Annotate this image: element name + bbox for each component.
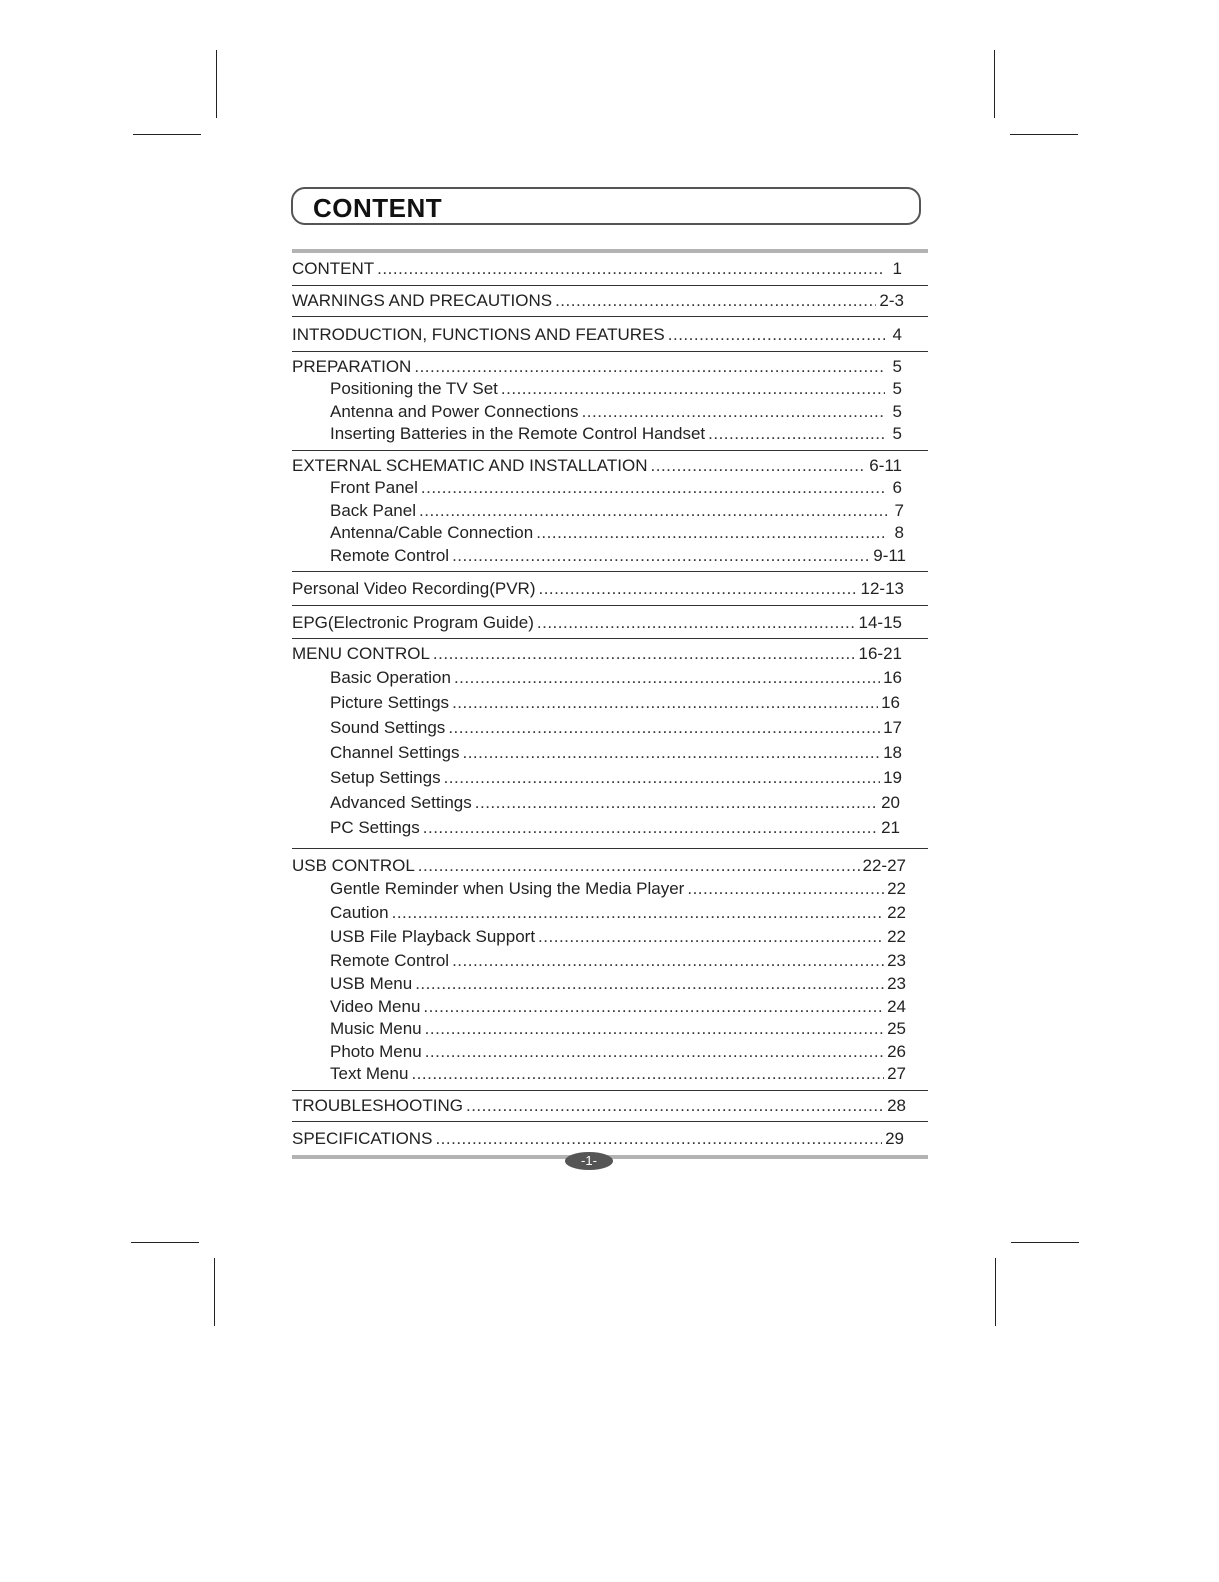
toc-entry-page: 5 [892, 424, 902, 443]
toc-entry-page: 29 [885, 1129, 904, 1148]
toc-entry-label: Antenna and Power Connections [330, 401, 579, 421]
toc-entry-page: 23 [887, 974, 906, 993]
toc-section [292, 1122, 928, 1155]
dot-leader [444, 765, 881, 790]
dot-leader [537, 612, 856, 635]
toc-subentry[interactable] [292, 765, 928, 790]
toc-subentry[interactable] [292, 925, 928, 949]
toc-section [292, 1091, 928, 1122]
crop-mark [133, 134, 201, 135]
dot-leader [435, 1128, 882, 1151]
dot-leader [452, 690, 878, 715]
toc-entry-label: Remote Control [330, 545, 450, 565]
dot-leader [668, 324, 885, 347]
toc-entry-label: EXTERNAL SCHEMATIC AND INSTALLATION [292, 455, 648, 475]
crop-mark [994, 50, 995, 118]
toc-subentry[interactable] [292, 1063, 928, 1086]
toc-entry-page: 7 [894, 500, 904, 520]
toc-entry-page: 28 [887, 1095, 906, 1115]
dot-leader [687, 877, 884, 901]
toc-entry-label: Channel Settings [330, 742, 460, 762]
toc-entry-page: 6 [892, 478, 902, 497]
dot-leader [392, 901, 884, 925]
dot-leader [448, 715, 880, 740]
toc-entry-label: Setup Settings [330, 767, 441, 787]
toc-entry[interactable] [292, 643, 928, 666]
toc-entry-page: 6-11 [869, 455, 902, 475]
toc-entry-page: 22 [887, 927, 906, 946]
table-of-contents [292, 249, 928, 1159]
toc-entry-label: PREPARATION [292, 356, 412, 376]
toc-entry[interactable] [292, 1128, 928, 1151]
toc-entry-page: 12-13 [860, 579, 904, 598]
toc-entry-label: Caution [330, 903, 389, 922]
page-title: CONTENT [313, 193, 443, 223]
toc-entry-label: Video Menu [330, 996, 421, 1016]
toc-entry[interactable] [292, 855, 928, 878]
dot-leader [423, 815, 878, 840]
toc-entry-label: SPECIFICATIONS [292, 1129, 433, 1148]
toc-subentry[interactable] [292, 715, 928, 740]
toc-entry-page: 16 [881, 692, 900, 712]
toc-entry-page: 2-3 [879, 290, 904, 310]
toc-entry-page: 4 [892, 325, 902, 344]
dot-leader [555, 290, 876, 313]
dot-leader [501, 378, 885, 401]
toc-section [292, 352, 928, 450]
toc-entry-label: PC Settings [330, 817, 420, 837]
toc-entry-page: 19 [883, 767, 902, 787]
toc-entry[interactable] [292, 612, 928, 635]
crop-mark [216, 50, 217, 118]
toc-section [292, 451, 928, 572]
crop-mark [1011, 1242, 1079, 1243]
toc-entry-page: 22 [887, 879, 906, 898]
toc-entry-label: MENU CONTROL [292, 644, 430, 663]
toc-entry-label: EPG(Electronic Program Guide) [292, 612, 534, 632]
dot-leader [414, 356, 885, 379]
toc-section [292, 606, 928, 639]
toc-entry-page: 26 [887, 1041, 906, 1061]
toc-subentry[interactable] [292, 423, 928, 446]
toc-entry-page: 27 [887, 1064, 906, 1083]
toc-entry-page: 1 [892, 259, 902, 278]
toc-entry-label: Positioning the TV Set [330, 379, 498, 398]
toc-entry-label: Basic Operation [330, 667, 451, 687]
toc-subentry[interactable] [292, 996, 928, 1019]
dot-leader [536, 522, 887, 545]
page-number: -1- [565, 1152, 613, 1170]
crop-mark [131, 1242, 199, 1243]
toc-entry-page: 22-27 [862, 855, 906, 875]
dot-leader [452, 545, 870, 568]
toc-entry-label: USB Menu [330, 974, 413, 993]
toc-section [292, 572, 928, 605]
dot-leader [415, 973, 884, 996]
toc-entry-page: 20 [881, 792, 900, 812]
crop-mark [214, 1258, 215, 1326]
toc-entry-label: CONTENT [292, 259, 375, 278]
dot-leader [651, 455, 867, 478]
toc-subentry[interactable] [292, 973, 928, 996]
dot-leader [466, 1095, 884, 1118]
toc-entry-page: 8 [894, 523, 904, 542]
toc-entry-label: TROUBLESHOOTING [292, 1095, 463, 1115]
toc-entry-label: Back Panel [330, 500, 416, 520]
toc-section [292, 317, 928, 351]
dot-leader [423, 996, 884, 1019]
toc-subentry[interactable] [292, 740, 928, 765]
toc-subentry[interactable] [292, 500, 928, 523]
toc-subentry[interactable] [292, 1041, 928, 1064]
toc-entry-label: Personal Video Recording(PVR) [292, 579, 536, 598]
toc-entry-label: Antenna/Cable Connection [330, 523, 534, 542]
toc-entry-label: Remote Control [330, 951, 450, 970]
dot-leader [475, 790, 878, 815]
dot-leader [433, 643, 856, 666]
toc-entry[interactable] [292, 578, 928, 601]
toc-subentry[interactable] [292, 815, 928, 840]
toc-entry-label: Advanced Settings [330, 792, 472, 812]
toc-subentry[interactable] [292, 1018, 928, 1041]
toc-entry-page: 5 [892, 379, 902, 398]
dot-leader [419, 500, 887, 523]
toc-entry[interactable] [292, 258, 928, 281]
toc-entry-page: 21 [881, 817, 900, 837]
dot-leader [425, 1041, 884, 1064]
toc-entry-page: 22 [887, 903, 906, 922]
toc-subentry[interactable] [292, 401, 928, 424]
toc-entry-page: 14-15 [858, 612, 902, 632]
toc-entry[interactable] [292, 356, 928, 379]
dot-leader [411, 1063, 884, 1086]
toc-entry-page: 24 [887, 996, 906, 1016]
toc-entry-label: USB File Playback Support [330, 927, 536, 946]
dot-leader [425, 1018, 884, 1041]
dot-leader [538, 578, 857, 601]
dot-leader [462, 740, 880, 765]
toc-entry-label: USB CONTROL [292, 855, 415, 875]
toc-section [292, 253, 928, 285]
toc-entry-page: 18 [883, 742, 902, 762]
toc-subentry[interactable] [292, 790, 928, 815]
toc-subentry[interactable] [292, 949, 928, 973]
toc-entry-label: Gentle Reminder when Using the Media Player [330, 879, 685, 898]
toc-entry-label: WARNINGS AND PRECAUTIONS [292, 290, 553, 310]
toc-entry-label: Text Menu [330, 1064, 409, 1083]
toc-subentry[interactable] [292, 378, 928, 401]
toc-entry-page: 25 [887, 1019, 906, 1038]
toc-subentry[interactable] [292, 522, 928, 545]
toc-entry-page: 17 [883, 717, 902, 737]
toc-entry-label: INTRODUCTION, FUNCTIONS AND FEATURES [292, 325, 665, 344]
toc-subentry[interactable] [292, 545, 928, 568]
toc-entry[interactable] [292, 1095, 928, 1118]
dot-leader [421, 477, 885, 500]
crop-mark [1010, 134, 1078, 135]
crop-mark [995, 1258, 996, 1326]
toc-entry-page: 9-11 [873, 545, 906, 565]
title-box [291, 187, 921, 225]
dot-leader [708, 423, 885, 446]
dot-leader [377, 258, 885, 281]
dot-leader [452, 949, 884, 973]
toc-entry-label: Picture Settings [330, 692, 450, 712]
toc-entry[interactable] [292, 455, 928, 478]
dot-leader [418, 855, 860, 878]
toc-entry-page: 16 [883, 667, 902, 687]
toc-entry-label: Photo Menu [330, 1041, 422, 1061]
toc-subentry[interactable] [292, 690, 928, 715]
toc-entry[interactable] [292, 324, 928, 347]
dot-leader [582, 401, 885, 424]
toc-section [292, 286, 928, 317]
toc-section [292, 639, 928, 844]
toc-entry-label: Inserting Batteries in the Remote Control Handset [330, 424, 706, 443]
toc-subentry[interactable] [292, 477, 928, 500]
toc-section [292, 849, 928, 1090]
toc-entry[interactable] [292, 290, 928, 313]
toc-subentry[interactable] [292, 877, 928, 901]
dot-leader [454, 666, 880, 690]
toc-entry-label: Music Menu [330, 1019, 422, 1038]
toc-entry-page: 5 [892, 401, 902, 421]
toc-entry-label: Sound Settings [330, 717, 446, 737]
toc-entry-page: 23 [887, 951, 906, 970]
toc-entry-page: 5 [892, 356, 902, 376]
toc-subentry[interactable] [292, 666, 928, 690]
toc-entry-page: 16-21 [858, 644, 902, 663]
toc-subentry[interactable] [292, 901, 928, 925]
dot-leader [538, 925, 884, 949]
toc-entry-label: Front Panel [330, 478, 418, 497]
